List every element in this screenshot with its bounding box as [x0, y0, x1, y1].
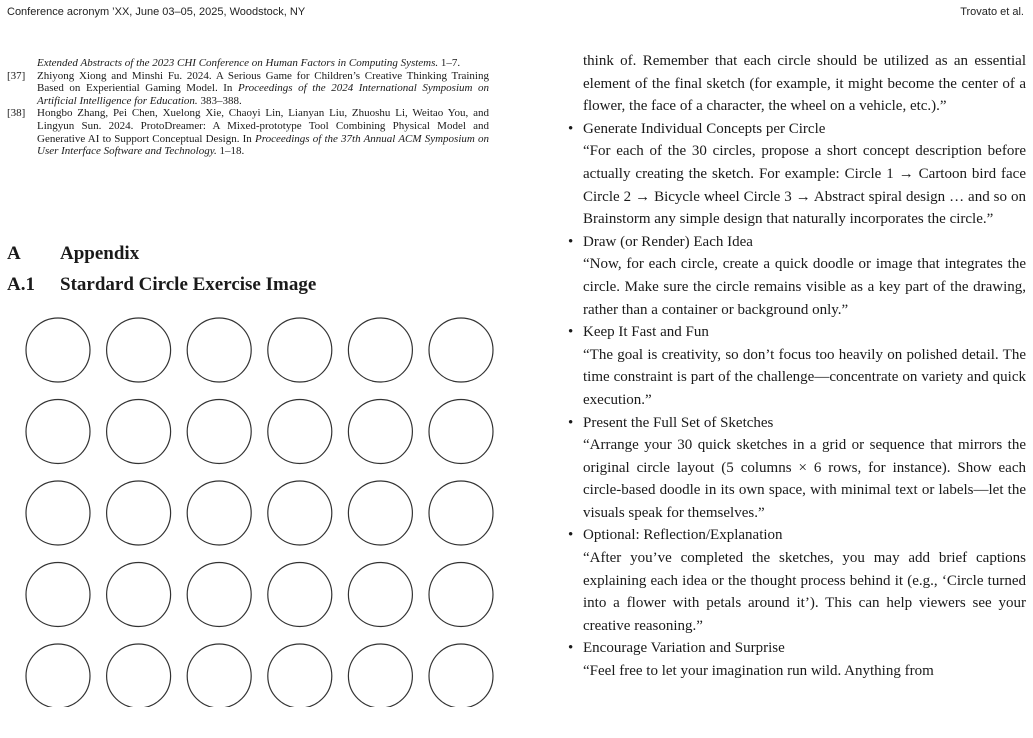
exercise-circle: [348, 563, 412, 627]
bullet-description: “Arrange your 30 quick sketches in a grid or sequence that mirrors the original circle layout (5 columns × 6 rows, for instance). Show each circle-based doodle in its own space, with minimal text or labels—let the visuals speak for themselves.”: [583, 437, 1026, 521]
section-number: A: [7, 243, 21, 264]
bullet-marker: •: [568, 527, 574, 544]
exercise-circle: [268, 400, 332, 464]
bullet-title: [568, 412, 1026, 435]
exercise-circle: [187, 644, 251, 707]
exercise-circle: [187, 481, 251, 545]
appendix-heading: [7, 243, 139, 265]
exercise-circle: [429, 644, 493, 707]
reference-item: [7, 107, 489, 157]
bullet-description: “Feel free to let your imagination run wild. Anything from: [583, 663, 934, 680]
bullet-title-text: Encourage Variation and Surprise: [583, 640, 785, 657]
bullet-title: [568, 321, 1026, 344]
bullet-title: [568, 524, 1026, 547]
exercise-circle: [26, 481, 90, 545]
bullet-item: [568, 231, 1026, 321]
exercise-circle: [26, 400, 90, 464]
exercise-circle: [187, 318, 251, 382]
reference-number: [38]: [7, 107, 26, 120]
exercise-circle: [348, 644, 412, 707]
reference-list: [7, 57, 489, 158]
circle-grid-svg: [24, 317, 499, 707]
bullet-marker: •: [568, 414, 574, 431]
reference-text: [37, 107, 489, 157]
bullet-title-text: Keep It Fast and Fun: [583, 324, 709, 341]
section-title: Appendix: [60, 243, 140, 264]
exercise-circle: [429, 400, 493, 464]
bullet-title-text: Present the Full Set of Sketches: [583, 414, 774, 431]
intro-paragraph: think of. Remember that each circle should be utilized as an essential element of the final sketch (for example, it might become the center of a flower, the face of a character, the wheel on a vehicle, etc.).”: [583, 53, 1026, 115]
exercise-circle: [26, 644, 90, 707]
bullet-description: “After you’ve completed the sketches, you may add brief captions explaining each idea or the thought process behind it (e.g., ‘Circle turned into a flower with petals around it’). This can help viewers see your creative reasoning.”: [583, 550, 1026, 634]
exercise-circle: [348, 481, 412, 545]
exercise-circle: [107, 563, 171, 627]
reference-venue: Proceedings of the 37th Annual ACM Symposium on User Interface Software and Technology.: [37, 132, 489, 158]
exercise-circle: [107, 400, 171, 464]
reference-text: [37, 70, 489, 108]
bullet-title: [568, 231, 1026, 254]
exercise-circle: [26, 563, 90, 627]
exercise-circle: [268, 563, 332, 627]
bullet-description: “The goal is creativity, so don’t focus too heavily on polished detail. The time constraint is part of the challenge—concentrate on variety and quick execution.”: [583, 346, 1026, 408]
exercise-circle: [107, 318, 171, 382]
circle-exercise-figure: [24, 317, 499, 707]
subsection-title: Stardard Circle Exercise Image: [60, 274, 317, 295]
bullet-title-text: Draw (or Render) Each Idea: [583, 233, 753, 250]
running-header-right: Trovato et al.: [960, 6, 1024, 18]
exercise-circle: [187, 400, 251, 464]
reference-item: [7, 70, 489, 108]
bullet-title-text: Generate Individual Concepts per Circle: [583, 120, 826, 137]
bullet-description: “For each of the 30 circles, propose a short concept description before actually creating the sketch. For example: Circle 1 → Cartoon bird face Circle 2 → Bicycle wheel Circle 3 → Abstract spiral design … and so on Brainstorm any simple design that naturally incorporates the circle.”: [583, 143, 1026, 228]
reference-authors-title: Zhiyong Xiong and Minshi Fu. 2024. A Serious Game for Children’s Creative Thinking Training Based on Experiential Gaming Model. In: [37, 69, 489, 95]
bullet-marker: •: [568, 324, 574, 341]
right-column: [568, 50, 1026, 683]
exercise-circle: [429, 481, 493, 545]
bullet-item: [568, 321, 1026, 411]
subsection-heading: [7, 274, 316, 296]
reference-venue: Proceedings of the 2024 International Symposium on Artificial Intelligence for Education.: [37, 82, 489, 107]
bullet-item: [568, 524, 1026, 637]
exercise-circle: [268, 318, 332, 382]
exercise-circle: [429, 318, 493, 382]
exercise-circle: [107, 644, 171, 707]
running-header-left: Conference acronym ’XX, June 03–05, 2025, Woodstock, NY: [7, 6, 306, 18]
bullet-marker: •: [568, 120, 574, 137]
reference-pages: 383–388.: [197, 94, 242, 107]
bullet-description: “Now, for each circle, create a quick doodle or image that integrates the circle. Make sure the circle remains visible as a key part of the drawing, rather than a container or background only.”: [583, 256, 1026, 318]
reference-pages: 1–7.: [438, 57, 461, 69]
exercise-circle: [268, 644, 332, 707]
exercise-circle: [429, 563, 493, 627]
exercise-circle: [268, 481, 332, 545]
bullet-marker: •: [568, 640, 574, 657]
exercise-circle: [348, 318, 412, 382]
exercise-circle: [26, 318, 90, 382]
bullet-item: [568, 118, 1026, 231]
bullet-list: [568, 118, 1026, 683]
reference-venue: Extended Abstracts of the 2023 CHI Conference on Human Factors in Computing Systems.: [37, 57, 439, 69]
reference-number: [37]: [7, 69, 26, 82]
bullet-marker: •: [568, 233, 574, 250]
reference-authors-title: Hongbo Zhang, Pei Chen, Xuelong Xie, Chaoyi Lin, Lianyan Liu, Zhuoshu Li, Weitao You, and Lingyun Sun. 2024. ProtoDreamer: A Mixed-prototype Tool Combining Physical Model and Generative AI to Support Conceptual Design. In: [37, 107, 489, 145]
bullet-title: [568, 118, 1026, 141]
reference-pages: 1–18.: [216, 145, 245, 158]
bullet-title-text: Optional: Reflection/Explanation: [583, 527, 783, 544]
bullet-item: [568, 637, 1026, 682]
reference-continuation: [7, 57, 489, 70]
bullet-item: [568, 412, 1026, 525]
subsection-number: A.1: [7, 274, 35, 295]
bullet-title: [568, 637, 1026, 660]
exercise-circle: [187, 563, 251, 627]
exercise-circle: [348, 400, 412, 464]
exercise-circle: [107, 481, 171, 545]
